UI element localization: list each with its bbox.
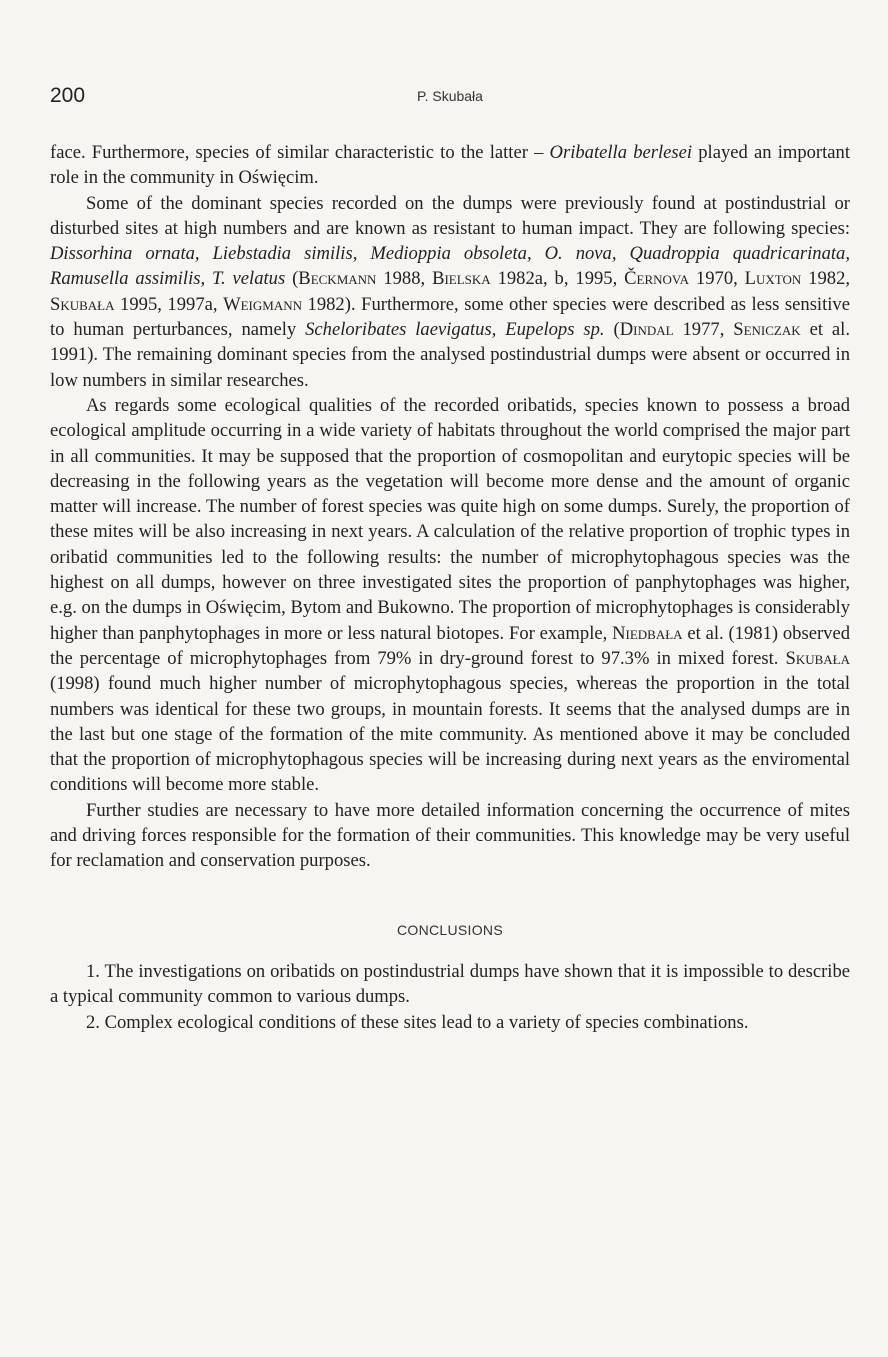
- text-run: As regards some ecological qualities of the recorded oribatids, species known to possess a broad ecological amplitude occurring in a wide variety of habitats throughout the world comprised the major part in all communities. It may be supposed that the proportion of cosmopolitan and eurytopic species will be decreasing in the following years as the vegetation will become more dense and the amount of organic matter will increase. The number of forest species was quite high on some dumps. Surely, the proportion of these mites will be also increasing in next years. A calculation of the relative proportion of trophic types in oribatid communities led to the following results: the number of microphytophagous species was the highest on all dumps, however on three investigated sites the proportion of panphytophages was higher, e.g. on the dumps in Oświęcim, Bytom and Bukowno. The proportion of microphytophages is considerably higher than panphytophages in more or less natural biotopes. For example,: [50, 394, 850, 644]
- text-run: 1988,: [376, 268, 433, 290]
- page-header: [50, 84, 850, 114]
- author-citation: Niedbała: [612, 622, 683, 644]
- paragraph-1: [50, 140, 850, 191]
- section-heading-conclusions: CONCLUSIONS: [397, 921, 503, 938]
- author-citation: Bielska: [432, 268, 491, 290]
- text-run: played an important role in the community in Oświęcim.: [50, 142, 850, 189]
- text-run: 1970,: [689, 268, 745, 290]
- text-run: Some of the dominant species recorded on the dumps were previously found at postindustrial or disturbed sites at high numbers and are known as resistant to human impact. They are following species:: [50, 192, 850, 239]
- author-citation: Beckmann: [298, 268, 377, 290]
- paragraph-3: [50, 393, 850, 798]
- text-run: et al. (1981) observed the percentage of microphytophages from 79% in dry-ground forest to 97.3% in mixed forest.: [50, 622, 850, 669]
- running-head: P. Skubała: [417, 88, 483, 104]
- paragraph-2: [50, 191, 850, 393]
- paragraph-4: [50, 798, 850, 874]
- text-run: 1982,: [801, 268, 851, 290]
- text-run: Further studies are necessary to have more detailed information concerning the occurrence of mites and driving forces responsible for the formation of their communities. This knowledge may be very useful for reclamation and conservation purposes.: [50, 799, 850, 872]
- text-run: (: [285, 268, 299, 290]
- author-citation: Skubała: [50, 293, 115, 315]
- text-run: (1998) found much higher number of microphytophagous species, whereas the proportion in the total numbers was identical for these two groups, in mountain forests. It seems that the analysed dumps are in the last but one stage of the formation of the mite community. As mentioned above it may be concluded that the proportion of microphytophagous species will be increasing during next years as the enviromental conditions will become more stable.: [50, 673, 850, 796]
- text-run: face. Furthermore, species of similar characteristic to the latter –: [50, 142, 550, 163]
- text-run: 1995, 1997a,: [114, 293, 224, 315]
- conclusion-item-2: 2. Complex ecological conditions of these sites lead to a variety of species combinations.: [86, 1011, 749, 1033]
- author-citation: Seniczak: [733, 319, 801, 341]
- text-run: et al. 1991). The remaining dominant species from the analysed postindustrial dumps were absent or occurred in low numbers in similar researches.: [50, 319, 850, 391]
- conclusion-item-1: 1. The investigations on oribatids on postindustrial dumps have shown that it is impossible to describe a typical community common to various dumps.: [50, 960, 850, 1008]
- text-run: 1982a, b, 1995,: [490, 268, 625, 290]
- author-citation: Dindal: [619, 319, 674, 341]
- text-run: 1982). Furthermore, some other species were described as less sensitive to human perturbances, namely: [50, 293, 850, 341]
- species-names: Dissorhina ornata, Liebstadia similis, Medioppia obsoleta, O. nova, Quadroppia quadricarinata, Ramusella assimilis, T. velatus: [50, 243, 850, 290]
- text-run: 1977,: [673, 319, 734, 341]
- species-names: Scheloribates laevigatus, Eupelops sp.: [305, 319, 605, 341]
- author-citation: Weigmann: [223, 293, 302, 315]
- species-name: Oribatella berlesei: [549, 142, 693, 163]
- author-citation: Luxton: [744, 268, 802, 290]
- author-citation: Černova: [624, 268, 690, 290]
- author-citation: Skubała: [785, 647, 850, 669]
- page-number: 200: [50, 84, 86, 107]
- text-run: (: [604, 319, 620, 341]
- body-text: [50, 140, 850, 1035]
